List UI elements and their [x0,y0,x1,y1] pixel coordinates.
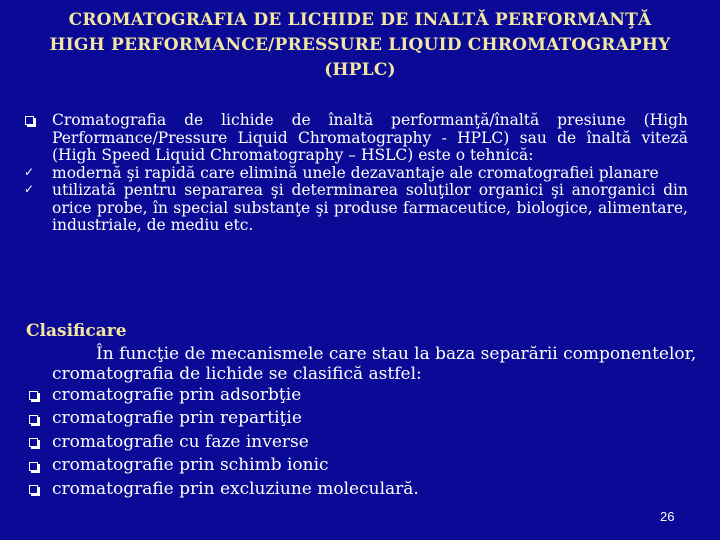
square-bullet-icon [26,412,40,426]
intro-item-text: Cromatografia de lichide de înaltă performanţă/înaltă presiune (High Performance/Pressure Liquid Chromatography - HPLC) sau de înaltă viteză (High Speed Liquid Chromatography – HSLC) este o tehnică: [52,111,688,164]
intro-item [52,112,688,165]
list-item-text: cromatografie cu faze inverse [52,431,309,452]
list-item [26,478,706,502]
square-bullet-icon [26,459,40,473]
page-number: 26 [660,509,675,524]
list-item-text: cromatografie prin adsorbţie [52,384,302,405]
classification-description: În funcţie de mecanismele care stau la baza separării componentelor, cromatografia de lichide se clasifică astfel: [52,343,697,384]
intro-item-text: modernă şi rapidă care elimină unele dezavantaje ale cromatografiei planare [52,163,659,182]
list-item [26,407,706,431]
list-item-text: cromatografie prin schimb ionic [52,455,329,475]
checkmark-icon: ✓ [23,164,35,179]
list-item-text: cromatografie prin repartiţie [52,408,302,428]
list-item [26,454,706,478]
square-bullet-icon [26,436,40,450]
slide-title [0,8,720,83]
title-line-3: (HPLC) [324,60,396,80]
square-bullet-icon [26,483,40,497]
intro-item [23,163,688,183]
square-bullet-icon [22,113,36,127]
classification-section [26,320,706,501]
title-line-1: CROMATOGRAFIA DE LICHIDE DE INALTĂ PERFORMANŢĂ [68,10,652,30]
intro-item [23,181,688,235]
square-bullet-icon [26,389,40,403]
classification-heading: Clasificare [26,321,127,341]
list-item-text: cromatografie prin excluziune moleculară. [52,478,419,499]
classification-list [26,384,706,502]
intro-section [23,111,688,235]
checkmark-icon: ✓ [23,182,35,197]
list-item [26,384,706,408]
list-item [26,431,706,455]
title-line-2: HIGH PERFORMANCE/PRESSURE LIQUID CHROMATOGRAPHY [49,35,671,55]
intro-item-text: utilizată pentru separarea şi determinarea soluţilor organici şi anorganici din orice probe, în special substanţe şi produse farmaceutice, biologice, alimentare, industriale, de mediu etc. [52,181,688,234]
